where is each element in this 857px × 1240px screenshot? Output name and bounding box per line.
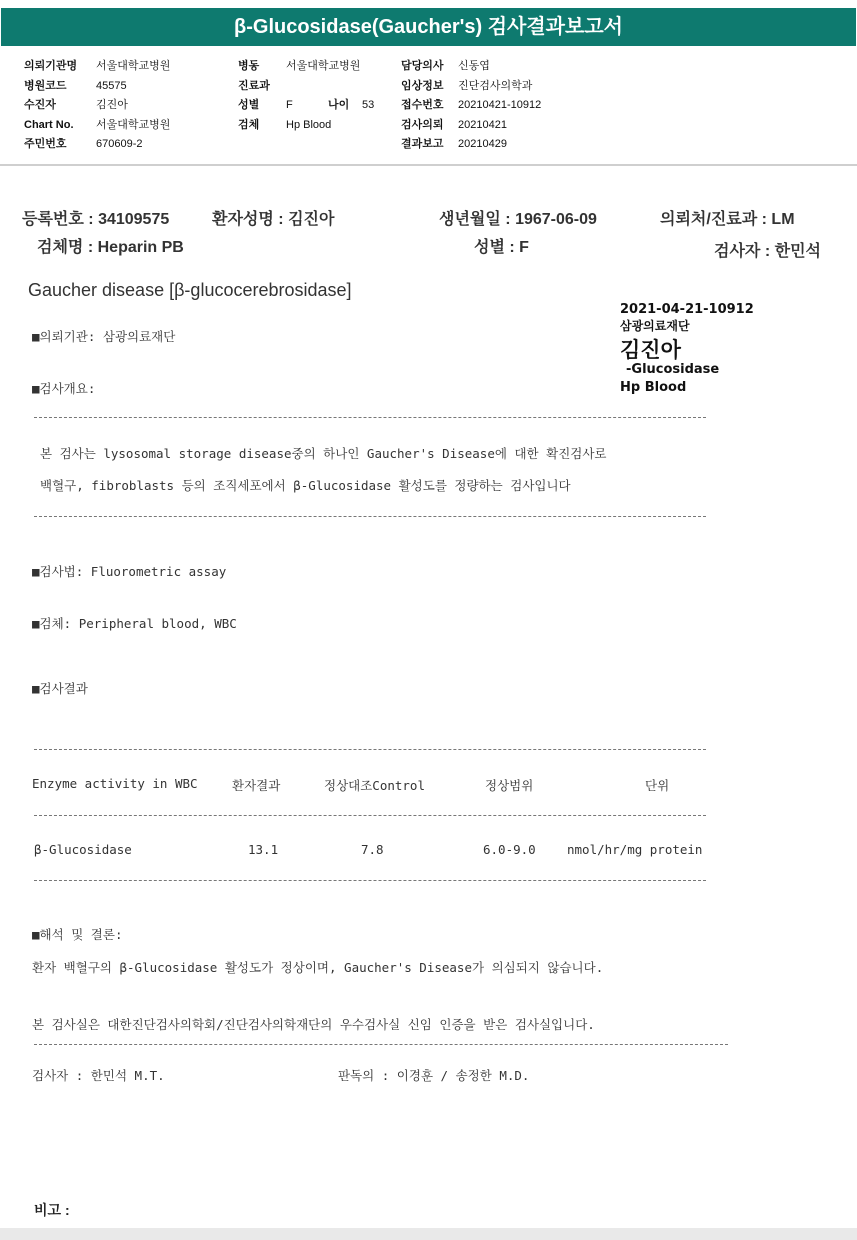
header-row: 검체 Hp Blood bbox=[238, 118, 332, 131]
overview-text-1: 본 검사는 lysosomal storage disease중의 하나인 Gaucher's Disease에 대한 확진검사로 bbox=[40, 446, 607, 461]
specimen-name: 검체명 : Heparin PB bbox=[37, 239, 184, 256]
specimen-line: ■검체: Peripheral blood, WBC bbox=[32, 616, 237, 631]
divider bbox=[34, 749, 706, 750]
result-unit: nmol/hr/mg protein bbox=[567, 842, 703, 857]
stamp-patient: 김진아 bbox=[620, 338, 681, 362]
overview-text-2: 백혈구, fibroblasts 등의 조직세포에서 β-Glucosidase 활성도를 정량하는 검사입니다 bbox=[40, 478, 571, 493]
age-value: 53 bbox=[362, 99, 375, 111]
header-row: 진료과 bbox=[238, 79, 270, 92]
report-title: β-Glucosidase(Gaucher's) 검사결과보고서 bbox=[234, 16, 623, 38]
result-heading: ■검사결과 bbox=[32, 681, 88, 696]
reg-no: 등록번호 : 34109575 bbox=[22, 211, 170, 228]
col-header-unit: 단위 bbox=[645, 778, 670, 793]
method-line: ■검사법: Fluorometric assay bbox=[32, 564, 227, 579]
overview-heading: ■검사개요: bbox=[32, 381, 96, 396]
page-bottom-band bbox=[0, 1228, 857, 1240]
header-col-3 bbox=[401, 57, 541, 155]
tester: 검사자 : 한민석 bbox=[714, 243, 821, 260]
institution-line: ■의뢰기관: 삼광의료재단 bbox=[32, 329, 176, 344]
interpretation-text: 환자 백혈구의 β-Glucosidase 활성도가 정상이며, Gaucher's Disease가 의심되지 않습니다. bbox=[32, 960, 604, 975]
header-row: 성별 F 나이 53 bbox=[238, 96, 374, 116]
department: 의뢰처/진료과 : LM bbox=[660, 211, 795, 228]
report-title-bar bbox=[1, 8, 856, 46]
header-row: 담당의사 신동엽 bbox=[401, 60, 490, 72]
patient-name: 환자성명 : 김진아 bbox=[212, 211, 335, 228]
header-row: 병원코드 45575 bbox=[24, 79, 127, 92]
stamp-lab: 삼광의료재단 bbox=[620, 319, 690, 333]
tester-signature: 검사자 : 한민석 M.T. bbox=[32, 1068, 165, 1083]
divider bbox=[34, 1044, 728, 1045]
divider bbox=[34, 516, 706, 517]
header-row: Chart No. 서울대학교병원 bbox=[24, 118, 171, 131]
stamp-specimen: Hp Blood bbox=[620, 380, 687, 395]
header-col-1 bbox=[24, 57, 170, 155]
col-header-range: 정상범위 bbox=[485, 778, 534, 793]
header-col-2 bbox=[238, 57, 374, 135]
report-subtitle: Gaucher disease [β-glucocerebrosidase] bbox=[28, 280, 352, 300]
age-label: 나이 bbox=[328, 99, 350, 111]
header-row: 결과보고 20210429 bbox=[401, 138, 507, 150]
result-patient-value: 13.1 bbox=[248, 842, 279, 857]
col-header-enzyme: Enzyme activity in WBC bbox=[32, 776, 198, 791]
col-header-patient: 환자결과 bbox=[232, 778, 281, 793]
header-row: 주민번호 670609-2 bbox=[24, 138, 143, 150]
divider bbox=[34, 880, 706, 881]
divider bbox=[34, 815, 706, 816]
result-enzyme: β-Glucosidase bbox=[34, 842, 132, 857]
header-row: 검사의뢰 20210421 bbox=[401, 118, 507, 131]
header-row: 병동 서울대학교병원 bbox=[238, 60, 361, 72]
patient-sex: 성별 : F bbox=[474, 239, 529, 256]
birth-date: 생년월일 : 1967-06-09 bbox=[439, 211, 597, 228]
stamp-accession: 2021-04-21-10912 bbox=[620, 302, 754, 317]
interpretation-heading: ■해석 및 결론: bbox=[32, 927, 123, 942]
header-row: 임상정보 진단검사의학과 bbox=[401, 79, 533, 92]
header-row: 의뢰기관명 서울대학교병원 bbox=[24, 60, 171, 72]
divider bbox=[34, 417, 706, 418]
stamp-test: -Glucosidase bbox=[626, 362, 720, 377]
result-control-value: 7.8 bbox=[361, 842, 384, 857]
col-header-control: 정상대조Control bbox=[324, 778, 425, 793]
remarks-label: 비고 : bbox=[34, 1202, 70, 1218]
header-divider bbox=[0, 164, 857, 166]
header-row: 수진자 김진아 bbox=[24, 99, 128, 111]
reader-signature: 판독의 : 이경훈 / 송정한 M.D. bbox=[338, 1068, 530, 1083]
certification-text: 본 검사실은 대한진단검사의학회/진단검사의학재단의 우수검사실 신임 인증을 받은 검사실입니다. bbox=[32, 1017, 595, 1032]
header-row: 접수번호 20210421-10912 bbox=[401, 99, 542, 111]
result-normal-range: 6.0-9.0 bbox=[483, 842, 536, 857]
